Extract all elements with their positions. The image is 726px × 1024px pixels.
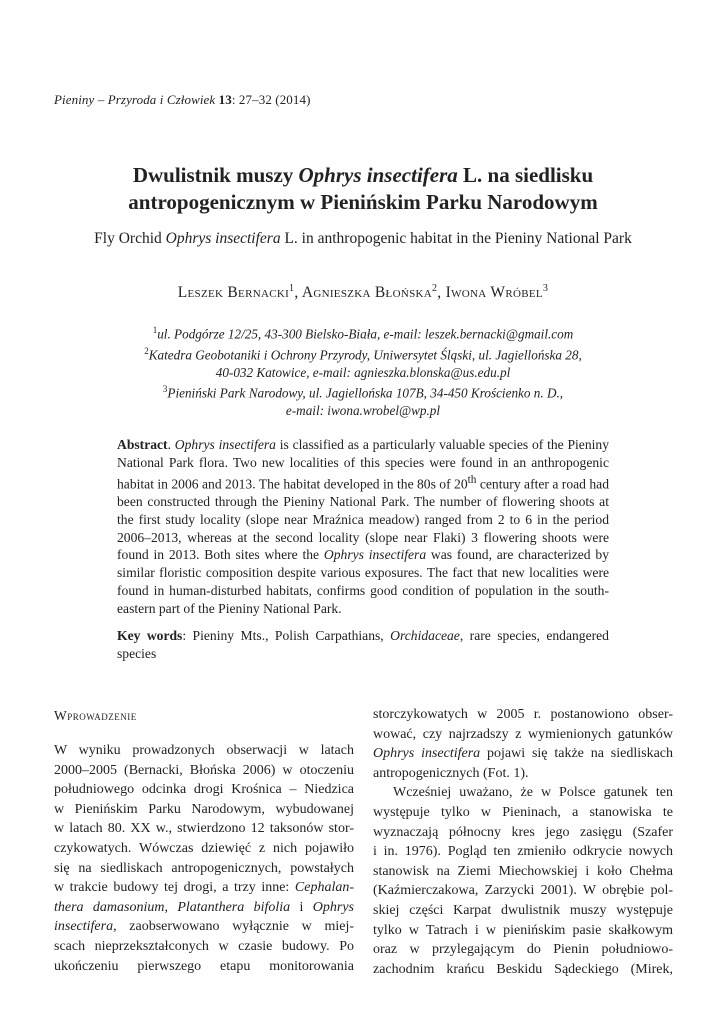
text-line: thera damasonium, Platanthera bifolia i Ophrys — [54, 899, 354, 915]
text-line: południowego odcinka drogi Krośnica – Niedzica — [54, 782, 354, 798]
english-title: Fly Orchid Ophrys insectifera L. in anthropogenic habitat in the Pieniny National Park — [94, 230, 632, 247]
text-line: (Kaźmierczakowa, Zarzycki 2001). W obrębie pol- — [373, 883, 673, 899]
journal-name: Pieniny – Przyroda i Człowiek — [54, 92, 216, 107]
text-line: w Pienińskim Parku Narodowym, wybudowanej — [54, 801, 354, 817]
text-line: oraz w przylegającym do Pienin południowo- — [373, 942, 673, 958]
text-line: antropogenicznych (Fot. 1). — [373, 765, 529, 781]
text-line: 2000–2005 (Bernacki, Błońska 2006) w otoczeniu — [54, 762, 354, 778]
text-line: zachodnim krańcu Beskidu Sądeckiego (Mirek, — [373, 961, 673, 977]
text-line: insectifera, zaobserwowano wyłącznie w miej- — [54, 919, 354, 935]
section-heading: Wprowadzenie — [54, 708, 137, 723]
text-line: stanowisk na Ziemi Miechowskiej i koło Chełma — [373, 863, 673, 879]
journal-volume: 13 — [218, 92, 232, 107]
text-line: storczykowatych w 2005 r. postanowiono obser- — [373, 707, 673, 722]
title-line-2: antropogenicznym w Pienińskim Parku Narodowym — [128, 190, 598, 214]
affiliations: $^1$ul. Podgórze 12/25, 43-300 Bielsko-Biała, e-mail: leszek.bernacki@gmail.com $^2$Katedra Geobotaniki i Ochrony Przyrody, Uniwersytet Śląski, ul. Jagiellońska 28, 40-032 Katowice, e-mail: agnieszka.blonska@us.edu.pl $^3$Pieniński Park Narodowy, ul. Jagiellońska 107B, 34-450 Krościenko n. D., e-mail: iwona.wrobel@wp.pl — [60, 322, 666, 420]
text-line: się na siedliskach antropogenicznych, powstałych — [54, 860, 354, 876]
body-right-column — [373, 705, 673, 979]
text-line: scach nieprzekształconych w czasie budowy. Po — [54, 938, 354, 954]
text-line: i in. 1976). Pogląd ten zmieniło odkrycie nowych — [373, 844, 673, 860]
text-line: skiej części Karpat dwulistnik muszy występuje — [373, 902, 673, 918]
affiliation-2: $^2$Katedra Geobotaniki i Ochrony Przyrody, Uniwersytet Śląski, ul. Jagiellońska 28, — [144, 345, 582, 363]
author-name: Agnieszka Błońska — [301, 284, 432, 302]
journal-pages-year: : 27–32 (2014) — [231, 92, 311, 107]
title-line-1: Dwulistnik muszy Ophrys insectifera L. na siedlisku — [132, 163, 594, 187]
text-line: czykowatych. Wówczas dziewięć z nich pojawiło — [54, 840, 354, 856]
author-name: Iwona Wróbel — [445, 284, 543, 302]
keywords-label: Key words — [117, 628, 183, 643]
text-line: Wcześniej uważano, że w Polsce gatunek ten — [393, 785, 673, 801]
text-line: Ophrys insectifera pojawi się także na siedliskach — [373, 746, 673, 762]
keywords: Key words: Pieniny Mts., Polish Carpathians, Orchidaceae, rare species, endangered species — [117, 628, 609, 661]
author-name: Leszek Bernacki — [177, 284, 290, 302]
text-line: występuje tylko w Pieninach, a stanowiska te — [373, 804, 673, 820]
affiliation-1: $^1$ul. Podgórze 12/25, 43-300 Bielsko-Biała, e-mail: leszek.bernacki@gmail.com — [152, 325, 574, 342]
text-line: W wyniku prowadzonych obserwacji w latach — [54, 743, 354, 758]
abstract: Abstract. Ophrys insectifera is classified as a particularly valuable species of the Pieniny National Park flora. Two new localities of this species were found in an anthropogenic habitat in 2006 and 2013. The habitat developed in the 80s of 20th century after a road had been constructed through the Pieniny National Park. The number of flowering shoots at the first study locality (slope near Mraźnica meadow) ranged from 2 to 6 in the period 2006–2013, whereas at the second locality (slope near Flaki) 3 flowering shoots were found in 2013. Both sites where the Ophrys insectifera was found, are characterized by similar floristic composition despite various exposures. The fact that new localities were found in human-disturbed habitats, confirms good condition of population in the south-eastern part of the Pieniny National Park. — [117, 437, 610, 616]
text-line: wować, czy najrzadszy z wymienionych gatunków — [373, 726, 673, 742]
journal-header — [54, 92, 311, 108]
abstract-label: Abstract — [117, 437, 168, 452]
affiliation-3: $^3$Pieniński Park Narodowy, ul. Jagiellońska 107B, 34-450 Krościenko n. D., — [162, 384, 564, 401]
paper-title — [40, 162, 686, 216]
author-list: Leszek Bernacki$^1$, Agnieszka Błońska$^2$, Iwona Wróbel$^3$ — [177, 283, 549, 302]
title-species: Ophrys insectifera — [298, 163, 458, 187]
subtitle-species: Ophrys insectifera — [165, 230, 281, 247]
text-line: w latach 80. XX w., stwierdzono 12 taksonów stor- — [54, 821, 354, 837]
body-left-column — [54, 741, 354, 976]
text-line: ukończeniu pierwszego etapu monitorowania — [54, 958, 354, 974]
text-line: tylko w Tatrach i w pienińskim pasie skałkowym — [373, 922, 673, 938]
text-line: wyznaczają północny kres jego zasięgu (Szafer — [373, 824, 673, 840]
text-line: w trakcie budowy tej drogi, a trzy inne: Cephalan- — [54, 880, 354, 896]
